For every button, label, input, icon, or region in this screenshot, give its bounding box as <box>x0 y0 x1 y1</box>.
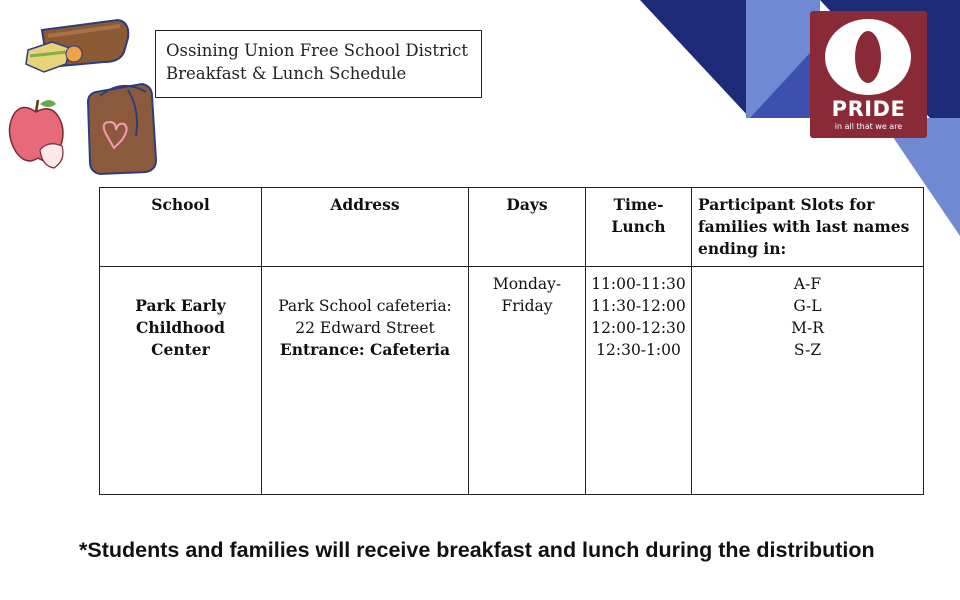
cell-days: Monday-Friday <box>469 267 586 495</box>
cell-school: Park Early Childhood Center <box>100 267 262 495</box>
header-slots: Participant Slots for families with last names ending in: <box>692 188 924 267</box>
page-title-box <box>155 30 482 98</box>
header-days: Days <box>469 188 586 267</box>
food-clipart <box>0 0 170 180</box>
time-slot: 12:30-1:00 <box>596 341 681 359</box>
name-range: A-F <box>793 275 822 293</box>
table-header-row <box>100 188 924 267</box>
time-slot: 11:00-11:30 <box>591 275 686 293</box>
address-line2: 22 Edward Street <box>295 319 435 337</box>
header-address: Address <box>262 188 469 267</box>
time-slot: 11:30-12:00 <box>591 297 686 315</box>
header-school: School <box>100 188 262 267</box>
lunch-bag-icon <box>88 84 156 174</box>
title-district: Ossining Union Free School District <box>166 41 469 60</box>
o-letter-icon <box>825 19 911 95</box>
logo-word: PRIDE <box>831 97 906 121</box>
schedule-table <box>99 187 924 495</box>
address-entrance: Entrance: Cafeteria <box>279 340 451 359</box>
name-range: S-Z <box>793 341 822 359</box>
logo-tagline: in all that we are <box>834 122 903 131</box>
cell-times <box>586 267 692 495</box>
time-slot: 12:00-12:30 <box>591 319 686 337</box>
table-row <box>100 267 924 495</box>
cell-address <box>262 267 469 495</box>
name-range: G-L <box>793 297 822 315</box>
address-line1: Park School cafeteria: <box>278 297 452 315</box>
pride-logo <box>810 11 927 138</box>
distribution-footnote: *Students and families will receive breakfast and lunch during the distribution <box>79 538 875 562</box>
title-schedule: Breakfast & Lunch Schedule <box>166 64 407 83</box>
sandwich-bag-icon <box>26 20 128 72</box>
name-range: M-R <box>791 319 824 337</box>
header-time: Time-Lunch <box>586 188 692 267</box>
apple-icon <box>9 100 63 168</box>
cell-slots <box>692 267 924 495</box>
